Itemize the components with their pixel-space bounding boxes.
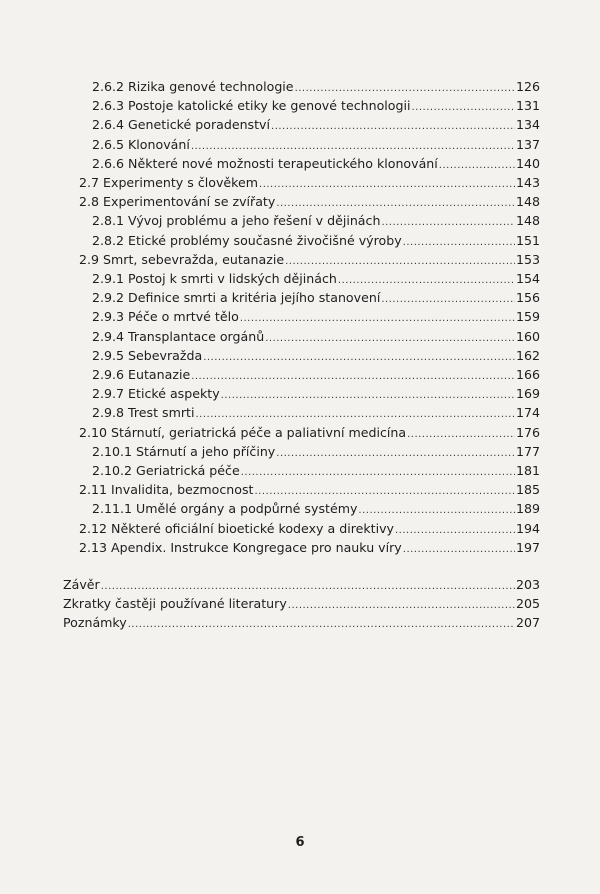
toc-entry-page: 205	[515, 596, 540, 612]
toc-entry	[79, 520, 540, 538]
toc-entry-title: 2.6.4 Genetické poradenství	[92, 117, 271, 133]
toc-leader-dots	[381, 291, 515, 309]
toc-entry-title: 2.10.2 Geriatrická péče	[92, 463, 240, 478]
toc-entry-title: 2.13 Apendix. Instrukce Kongregace pro nauku víry	[79, 539, 402, 555]
toc-entry	[63, 595, 540, 613]
toc-entry-page: 177	[515, 443, 540, 459]
toc-entry-title: 2.9 Smrt, sebevražda, eutanazie	[79, 251, 285, 267]
toc-entry-title: Zkratky častěji používané literatury	[63, 596, 287, 612]
toc-entry-title: 2.8 Experimentování se zvířaty	[79, 194, 276, 210]
toc-entry	[92, 366, 540, 384]
toc-entry-title: 2.9.7 Etické aspekty	[92, 386, 220, 402]
toc-entry-title: 2.12 Některé oficiální bioetické kodexy a direktivy	[79, 520, 394, 536]
toc-entry	[92, 212, 540, 230]
toc-entry-page: 159	[515, 309, 540, 325]
toc-leader-dots	[288, 597, 515, 615]
toc-entry-page: 194	[515, 520, 540, 536]
toc-entry-page: 185	[515, 482, 540, 498]
toc-entry	[92, 308, 540, 326]
toc-entry	[92, 97, 540, 115]
toc-entry	[79, 193, 540, 211]
toc-entry	[92, 328, 540, 346]
toc-leader-dots	[191, 138, 515, 156]
toc-entry-page: 156	[515, 290, 540, 306]
toc-entry-page: 181	[515, 463, 540, 478]
toc-entry	[79, 539, 540, 557]
toc-leader-dots	[276, 195, 515, 213]
toc-entry-title: 2.6.6 Některé nové možnosti terapeutického klonování	[92, 155, 438, 171]
toc-entry-title: 2.10 Stárnutí, geriatrická péče a paliativní medicína	[79, 424, 407, 440]
toc-entry	[92, 443, 540, 461]
toc-entry-page: 203	[515, 577, 540, 592]
toc-entry	[79, 251, 540, 269]
toc-leader-dots	[395, 522, 515, 540]
toc-leader-dots	[295, 80, 515, 98]
toc-entry	[92, 347, 540, 365]
toc-entry-title: 2.9.4 Transplantace orgánů	[92, 328, 265, 344]
toc-leader-dots	[255, 483, 515, 501]
toc-entry-page: 174	[515, 405, 540, 421]
toc-entry-title: 2.9.8 Trest smrti	[92, 405, 195, 421]
toc-leader-dots	[381, 214, 515, 232]
toc-entry	[92, 462, 540, 480]
toc-entry-page: 162	[515, 347, 540, 363]
toc-leader-dots	[407, 426, 515, 444]
toc-entry	[92, 385, 540, 403]
toc-entry-title: 2.6.2 Rizika genové technologie	[92, 79, 294, 94]
page-number: 6	[295, 835, 305, 850]
toc-leader-dots	[259, 176, 515, 194]
toc-entry-page: 169	[515, 386, 540, 402]
toc-entry-title: 2.11.1 Umělé orgány a podpůrné systémy	[92, 501, 358, 517]
toc-entry-page: 151	[515, 232, 540, 248]
toc-entry-page: 197	[515, 539, 540, 555]
toc-entry	[92, 289, 540, 307]
toc-entry	[92, 404, 540, 422]
toc-entry	[92, 232, 540, 250]
toc-leader-dots	[195, 406, 514, 424]
toc-entry-title: 2.11 Invalidita, bezmocnost	[79, 482, 254, 498]
toc-leader-dots	[241, 464, 515, 482]
toc-entry-page: 166	[515, 367, 540, 382]
toc-entry	[92, 78, 540, 96]
toc-entry-title: 2.10.1 Stárnutí a jeho příčiny	[92, 443, 276, 459]
toc-entry-title: 2.7 Experimenty s člověkem	[79, 175, 259, 190]
toc-leader-dots	[276, 445, 515, 463]
toc-entry-page: 176	[515, 424, 540, 440]
toc-leader-dots	[240, 310, 515, 328]
toc-entry-page: 148	[515, 213, 540, 229]
toc-entry-page: 143	[515, 175, 540, 190]
toc-entry	[63, 576, 540, 594]
toc-entry-title: 2.6.3 Postoje katolické etiky ke genové technologii	[92, 98, 411, 114]
toc-entry-page: 134	[515, 117, 540, 133]
toc-leader-dots	[439, 157, 515, 175]
toc-leader-dots	[271, 118, 515, 136]
toc-entry	[92, 116, 540, 134]
toc-entry	[92, 155, 540, 173]
toc-leader-dots	[285, 253, 515, 271]
toc-entry-title: 2.9.5 Sebevražda	[92, 347, 203, 363]
toc-entry	[92, 500, 540, 518]
toc-leader-dots	[338, 272, 515, 290]
toc-leader-dots	[191, 368, 515, 386]
toc-leader-dots	[221, 387, 515, 405]
toc-entry	[63, 614, 540, 632]
toc-entry-page: 126	[515, 79, 540, 94]
toc-leader-dots	[412, 99, 515, 117]
toc-entry-title: 2.9.2 Definice smrti a kritéria jejího stanovení	[92, 290, 381, 306]
toc-entry-title: 2.8.1 Vývoj problému a jeho řešení v dějinách	[92, 213, 381, 229]
toc-entry-page: 153	[515, 251, 540, 267]
toc-entry-title: Závěr	[63, 577, 100, 592]
toc-entry-title: 2.8.2 Etické problémy současné živočišné výroby	[92, 232, 402, 248]
toc-entry	[92, 270, 540, 288]
toc-entry-title: 2.9.3 Péče o mrtvé tělo	[92, 309, 239, 325]
toc-entry-title: 2.9.1 Postoj k smrti v lidských dějinách	[92, 271, 337, 286]
toc-entry-page: 131	[515, 98, 540, 114]
toc-entry	[79, 481, 540, 499]
toc-entry	[79, 424, 540, 442]
toc-entry	[92, 136, 540, 154]
toc-entry-page: 148	[515, 194, 540, 210]
toc-entry	[79, 174, 540, 192]
toc-entry-page: 207	[515, 615, 540, 631]
toc-entry-title: Poznámky	[63, 615, 127, 631]
toc-leader-dots	[203, 349, 515, 367]
toc-entry-page: 137	[515, 136, 540, 152]
toc-leader-dots	[128, 616, 515, 634]
toc-entry-title: 2.6.5 Klonování	[92, 136, 190, 152]
toc-leader-dots	[265, 330, 515, 348]
toc-leader-dots	[403, 234, 515, 252]
toc-leader-dots	[358, 502, 515, 520]
toc-entry-title: 2.9.6 Eutanazie	[92, 367, 191, 382]
toc-entry-page: 189	[515, 501, 540, 517]
toc-leader-dots	[403, 541, 515, 559]
toc-leader-dots	[101, 578, 515, 596]
toc-entry-page: 160	[515, 328, 540, 344]
toc-entry-page: 140	[515, 155, 540, 171]
toc-entry-page: 154	[515, 271, 540, 286]
